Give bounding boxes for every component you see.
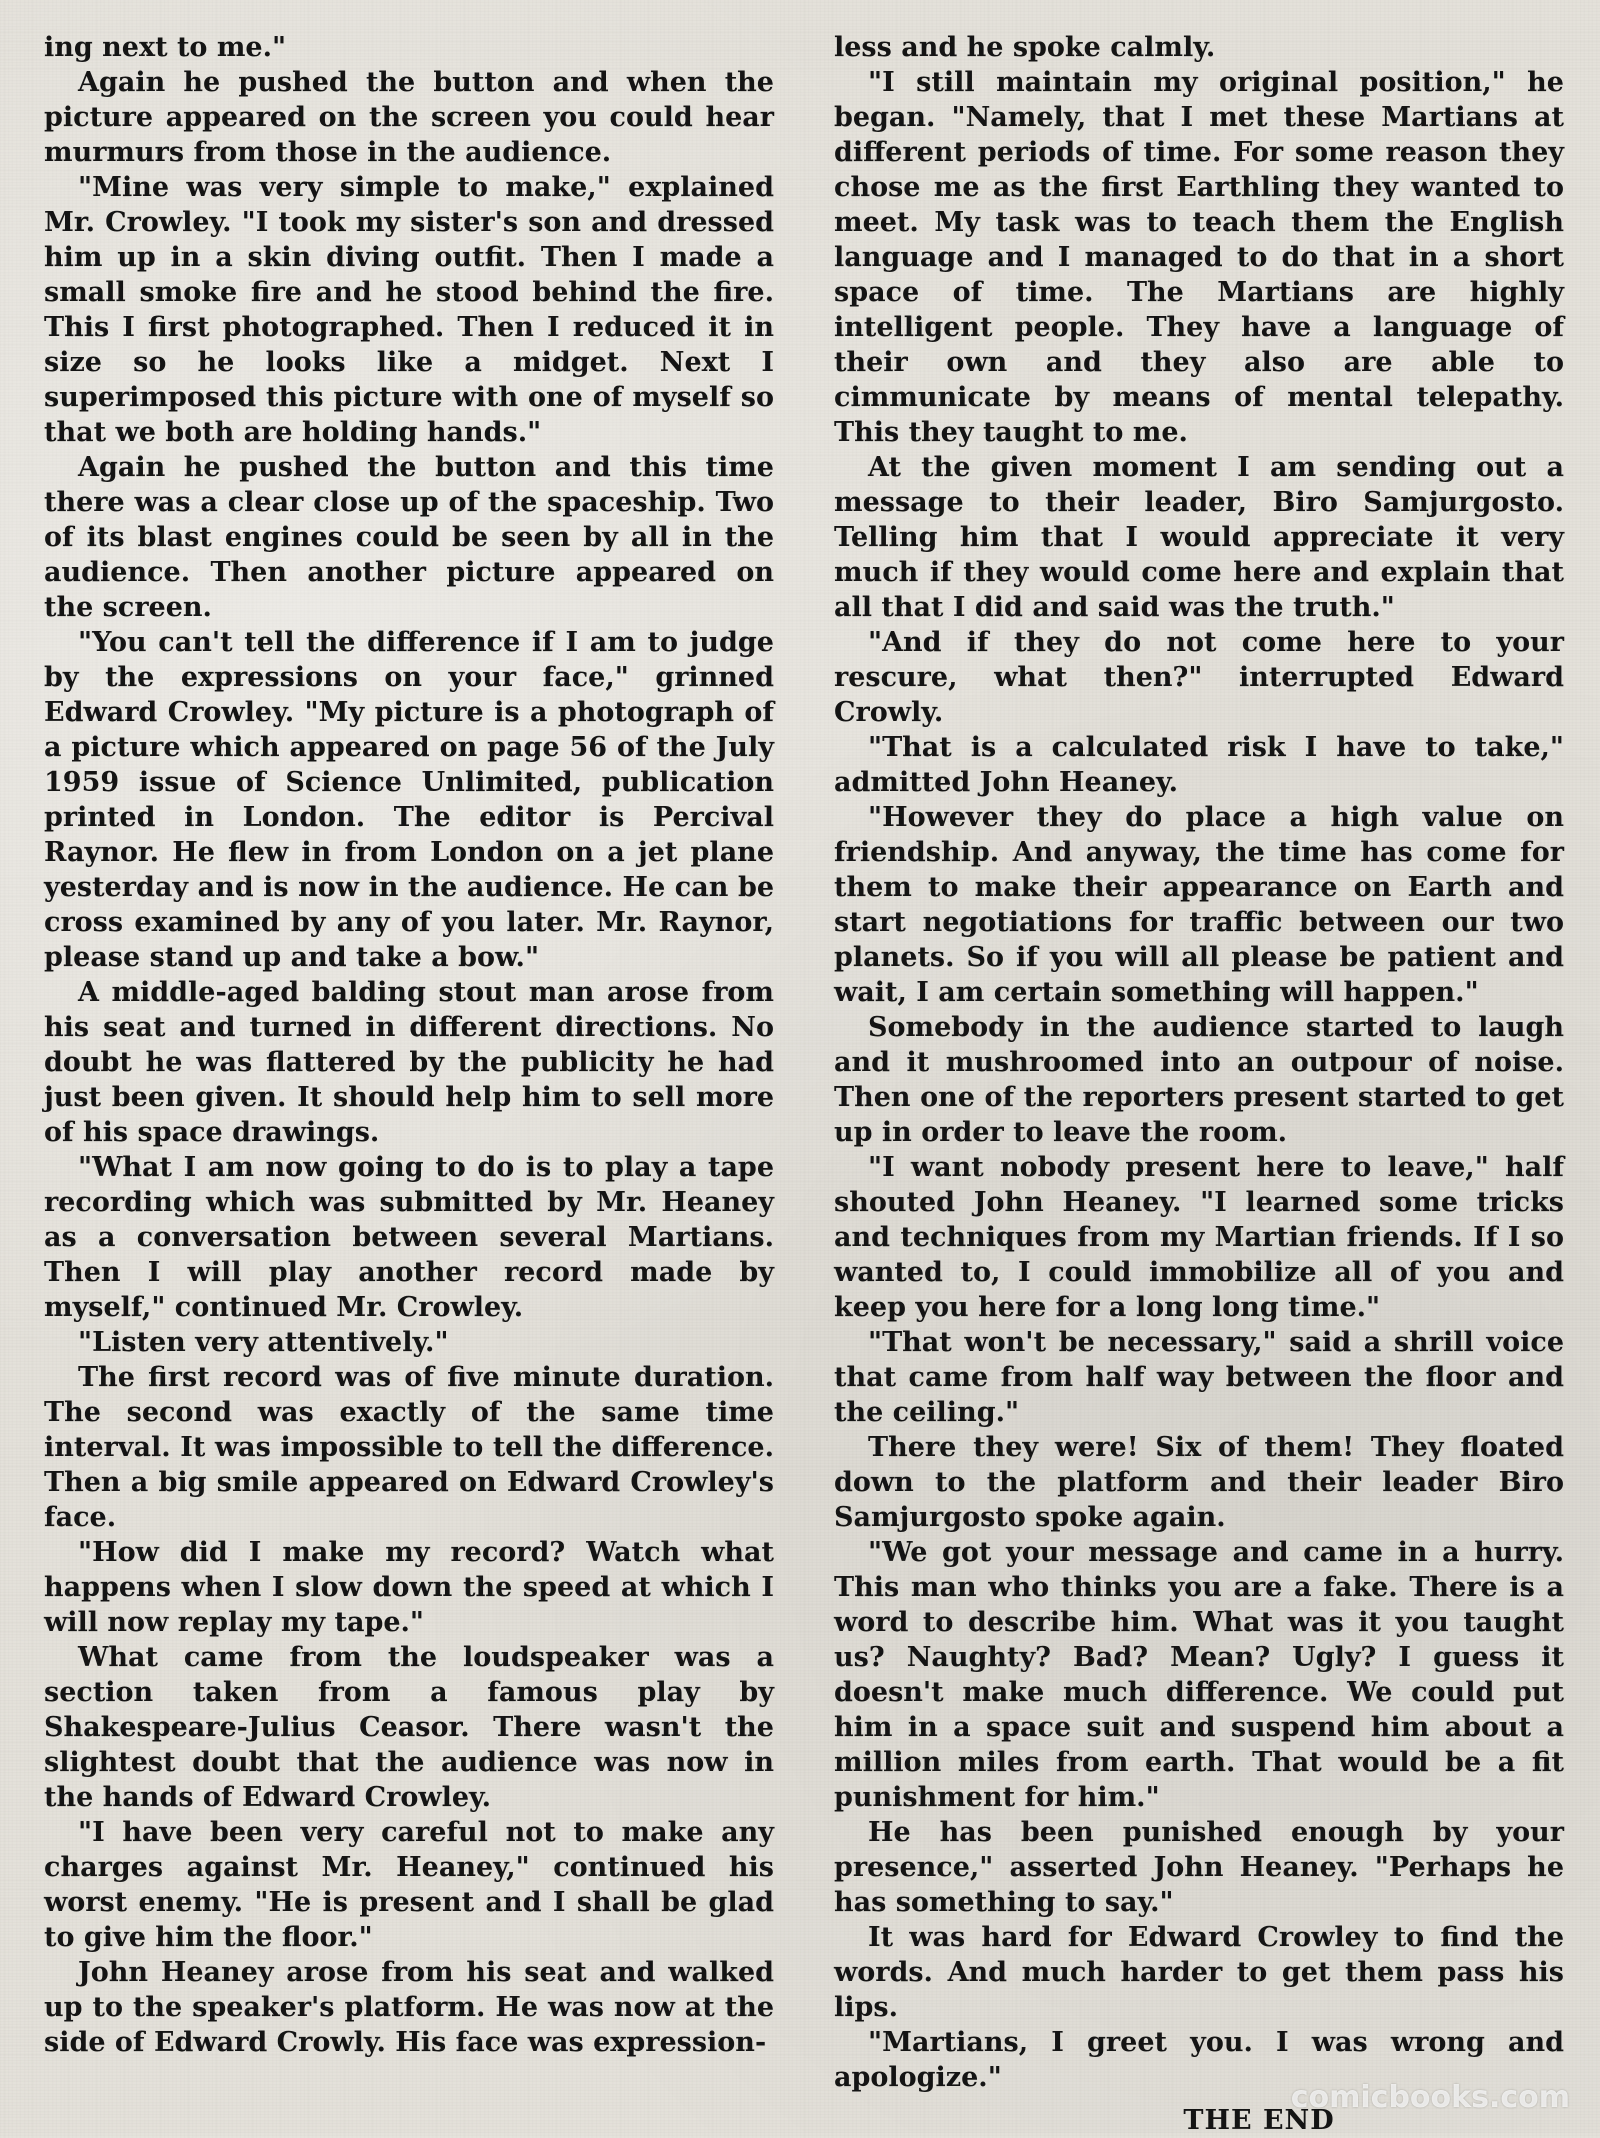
paragraph: "How did I make my record? Watch what happens when I slow down the speed at which I will now replay my tape.": [44, 1537, 774, 1638]
paragraph: "I want nobody present here to leave," half shouted John Heaney. "I learned some tricks and techniques from my Martian friends. If I so wanted to, I could immobilize all of you and keep you here for a long long time.": [834, 1152, 1564, 1323]
paragraph: Somebody in the audience started to laugh and it mushroomed into an outpour of noise. Then one of the reporters present started to get up in order to leave the room.: [834, 1012, 1564, 1148]
paragraph: "Listen very attentively.": [78, 1327, 449, 1358]
paragraph: "You can't tell the difference if I am to judge by the expressions on your face," grinned Edward Crowley. "My picture is a photograph of a picture which appeared on page 56 of the July 1959 issue of Science Unlimited, publication printed in London. The editor is Percival Raynor. He flew in from London on a jet plane yesterday and is now in the audience. He can be cross examined by any of you later. Mr. Raynor, please stand up and take a bow.": [44, 627, 774, 973]
paragraph: He has been punished enough by your presence," asserted John Heaney. "Perhaps he has something to say.": [834, 1817, 1564, 1918]
paragraph: "I have been very careful not to make any charges against Mr. Heaney," continued his worst enemy. "He is present and I shall be glad to give him the floor.": [44, 1817, 774, 1953]
the-end-label: THE END: [1183, 2105, 1335, 2136]
paragraph: John Heaney arose from his seat and walked up to the speaker's platform. He was now at the side of Edward Crowly. His face was expression-: [44, 1957, 774, 2058]
paragraph: ing next to me.": [44, 32, 287, 63]
paragraph: less and he spoke calmly.: [834, 32, 1216, 63]
right-text-column: [834, 30, 1564, 2138]
paragraph: What came from the loudspeaker was a section taken from a famous play by Shakespeare-Julius Ceasor. There wasn't the slightest doubt that the audience was now in the hands of Edward Crowley.: [44, 1642, 774, 1813]
paragraph: At the given moment I am sending out a message to their leader, Biro Samjurgosto. Telling him that I would appreciate it very much if they would come here and explain that all that I did and said was the truth.": [834, 452, 1564, 623]
paragraph: "I still maintain my original position," he began. "Namely, that I met these Martians at different periods of time. For some reason they chose me as the first Earthling they wanted to meet. My task was to teach them the English language and I managed to do that in a short space of time. The Martians are highly intelligent people. They have a language of their own and they also are able to cimmunicate by means of mental telepathy. This they taught to me.: [834, 67, 1564, 448]
left-text-column: [44, 30, 774, 2060]
paragraph: "We got your message and came in a hurry. This man who thinks you are a fake. There is a word to describe him. What was it you taught us? Naughty? Bad? Mean? Ugly? I guess it doesn't make much difference. We could put him in a space suit and suspend him about a million miles from earth. That would be a fit punishment for him.": [834, 1537, 1564, 1813]
paragraph: "However they do place a high value on friendship. And anyway, the time has come for them to make their appearance on Earth and start negotiations for traffic between our two planets. So if you will all please be patient and wait, I am certain something will happen.": [834, 802, 1564, 1008]
paragraph: The first record was of five minute duration. The second was exactly of the same time interval. It was impossible to tell the difference. Then a big smile appeared on Edward Crowley's face.: [44, 1362, 774, 1533]
paragraph: Again he pushed the button and this time there was a clear close up of the spaceship. Two of its blast engines could be seen by all in the audience. Then another picture appeared on the screen.: [44, 452, 774, 623]
paragraph: "That is a calculated risk I have to take," admitted John Heaney.: [834, 732, 1564, 798]
paragraph: "That won't be necessary," said a shrill voice that came from half way between the floor and the ceiling.": [834, 1327, 1564, 1428]
paragraph: A middle-aged balding stout man arose from his seat and turned in different directions. No doubt he was flattered by the publicity he had just been given. It should help him to sell more of his space drawings.: [44, 977, 774, 1148]
story-page: [44, 30, 1564, 2136]
paragraph: "What I am now going to do is to play a tape recording which was submitted by Mr. Heaney as a conversation between several Martians. Then I will play another record made by myself," continued Mr. Crowley.: [44, 1152, 774, 1323]
site-watermark: comicbooks.com: [1290, 2080, 1570, 2115]
right-paragraphs: [834, 30, 1564, 2095]
paragraph: It was hard for Edward Crowley to find the words. And much harder to get them pass his lips.: [834, 1922, 1564, 2023]
paragraph: "Martians, I greet you. I was wrong and apologize.": [834, 2027, 1564, 2093]
paragraph: There they were! Six of them! They floated down to the platform and their leader Biro Samjurgosto spoke again.: [834, 1432, 1564, 1533]
paragraph: Again he pushed the button and when the picture appeared on the screen you could hear murmurs from those in the audience.: [44, 67, 774, 168]
paragraph: "Mine was very simple to make," explained Mr. Crowley. "I took my sister's son and dressed him up in a skin diving outfit. Then I made a small smoke fire and he stood behind the fire. This I first photographed. Then I reduced it in size so he looks like a midget. Next I superimposed this picture with one of myself so that we both are holding hands.": [44, 172, 774, 448]
paragraph: "And if they do not come here to your rescure, what then?" interrupted Edward Crowly.: [834, 627, 1564, 728]
